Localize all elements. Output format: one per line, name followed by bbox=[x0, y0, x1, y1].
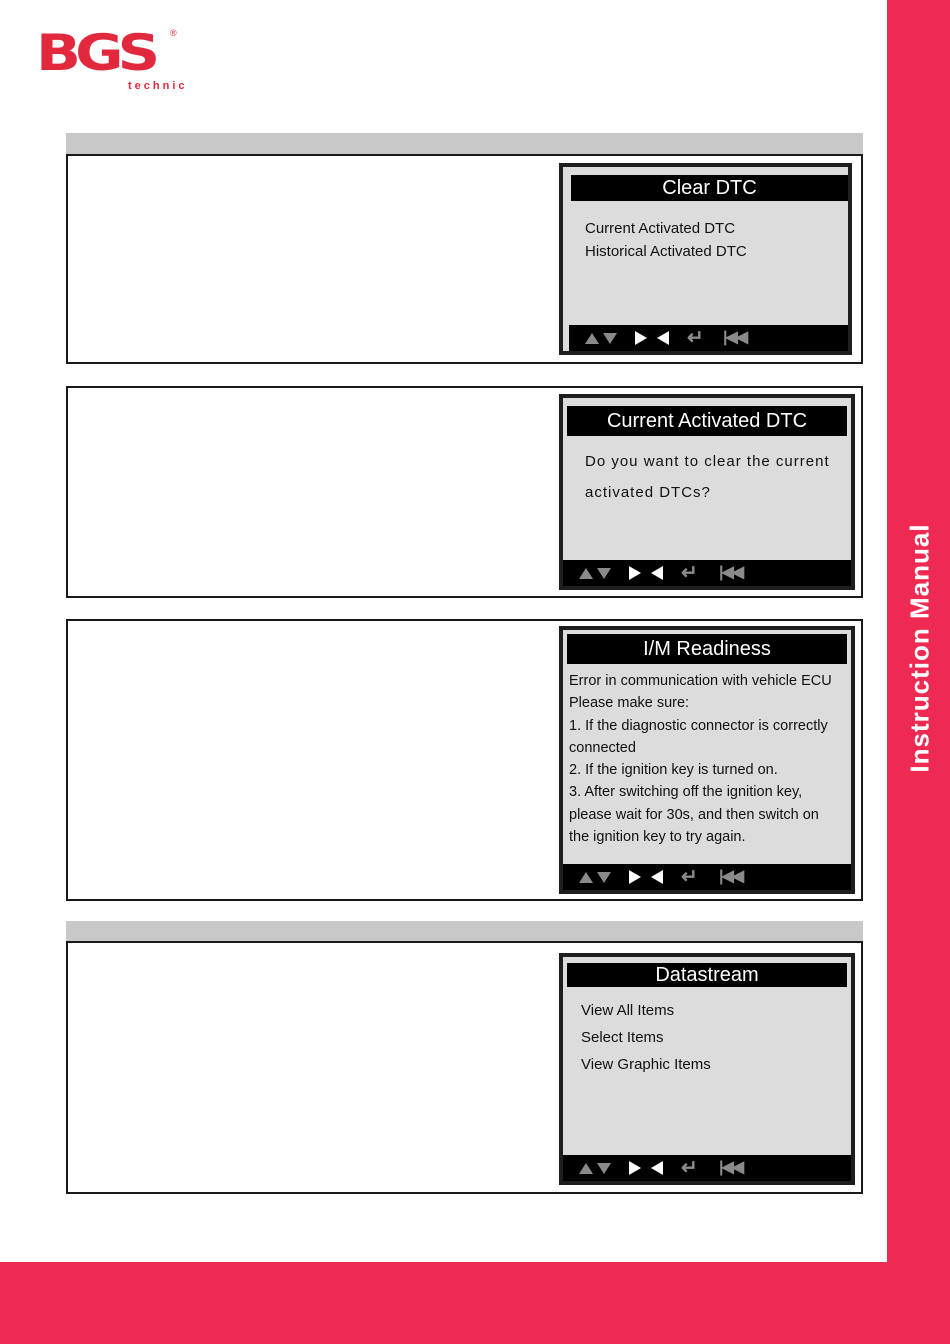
message-line: 3. After switching off the ignition key, bbox=[569, 784, 803, 801]
left-right-arrows-icon bbox=[635, 325, 669, 351]
message-line: Error in communication with vehicle ECU bbox=[569, 673, 832, 689]
message-line: connected bbox=[569, 739, 636, 756]
screen-footer-bar bbox=[563, 1155, 851, 1181]
device-screen bbox=[559, 163, 852, 355]
screen-title: Clear DTC bbox=[571, 175, 848, 201]
left-right-arrows-icon bbox=[629, 1155, 663, 1181]
section-header-bar bbox=[66, 133, 863, 155]
brand-logo bbox=[36, 24, 188, 94]
screen-title: I/M Readiness bbox=[567, 634, 847, 664]
menu-item[interactable]: View All Items bbox=[581, 1002, 675, 1019]
back-icon: |◀◀ bbox=[719, 1159, 743, 1176]
message-line: activated DTCs? bbox=[585, 484, 711, 501]
screen-menu bbox=[581, 997, 843, 1078]
enter-icon: ↵ bbox=[681, 1157, 698, 1179]
screen-display bbox=[562, 956, 852, 1182]
menu-item[interactable]: Historical Activated DTC bbox=[585, 243, 747, 260]
screen-menu bbox=[585, 217, 840, 263]
message-line: please wait for 30s, and then switch on bbox=[569, 806, 819, 823]
logo-sub: technic bbox=[128, 80, 188, 92]
logo-registered-mark: ® bbox=[170, 28, 177, 38]
enter-icon: ↵ bbox=[687, 327, 704, 349]
screen-display bbox=[562, 397, 852, 587]
left-right-arrows-icon bbox=[629, 560, 663, 586]
screen-footer-bar bbox=[569, 325, 848, 351]
section-header-bar bbox=[66, 921, 863, 943]
back-icon: |◀◀ bbox=[719, 564, 743, 581]
up-down-arrows-icon bbox=[579, 560, 611, 586]
bottom-band bbox=[0, 1262, 950, 1344]
up-down-arrows-icon bbox=[579, 1155, 611, 1181]
left-right-arrows-icon bbox=[629, 864, 663, 890]
screen-message bbox=[585, 446, 843, 508]
message-line: Please make sure: bbox=[569, 695, 690, 712]
screen-display bbox=[562, 629, 852, 891]
back-icon: |◀◀ bbox=[723, 329, 747, 346]
screen-footer-bar bbox=[563, 560, 851, 586]
menu-item[interactable]: Select Items bbox=[581, 1029, 664, 1046]
menu-item[interactable]: Current Activated DTC bbox=[585, 220, 736, 237]
device-screen bbox=[559, 953, 855, 1185]
message-line: the ignition key to try again. bbox=[569, 829, 746, 846]
logo-word: BGS bbox=[36, 24, 155, 82]
back-icon: |◀◀ bbox=[719, 868, 743, 885]
up-down-arrows-icon bbox=[585, 325, 617, 351]
message-line: 1. If the diagnostic connector is correctly bbox=[569, 717, 828, 734]
side-label: Instruction Manual bbox=[904, 523, 935, 773]
enter-icon: ↵ bbox=[681, 562, 698, 584]
screen-title: Datastream bbox=[567, 963, 847, 987]
device-screen bbox=[559, 394, 855, 590]
screen-message bbox=[569, 670, 845, 848]
screen-footer-bar bbox=[563, 864, 851, 890]
menu-item[interactable]: View Graphic Items bbox=[581, 1056, 711, 1073]
enter-icon: ↵ bbox=[681, 866, 698, 888]
up-down-arrows-icon bbox=[579, 864, 611, 890]
device-screen bbox=[559, 626, 855, 894]
message-line: Do you want to clear the current bbox=[585, 453, 830, 470]
screen-display bbox=[562, 166, 849, 352]
screen-title: Current Activated DTC bbox=[567, 406, 847, 436]
message-line: 2. If the ignition key is turned on. bbox=[569, 762, 778, 779]
